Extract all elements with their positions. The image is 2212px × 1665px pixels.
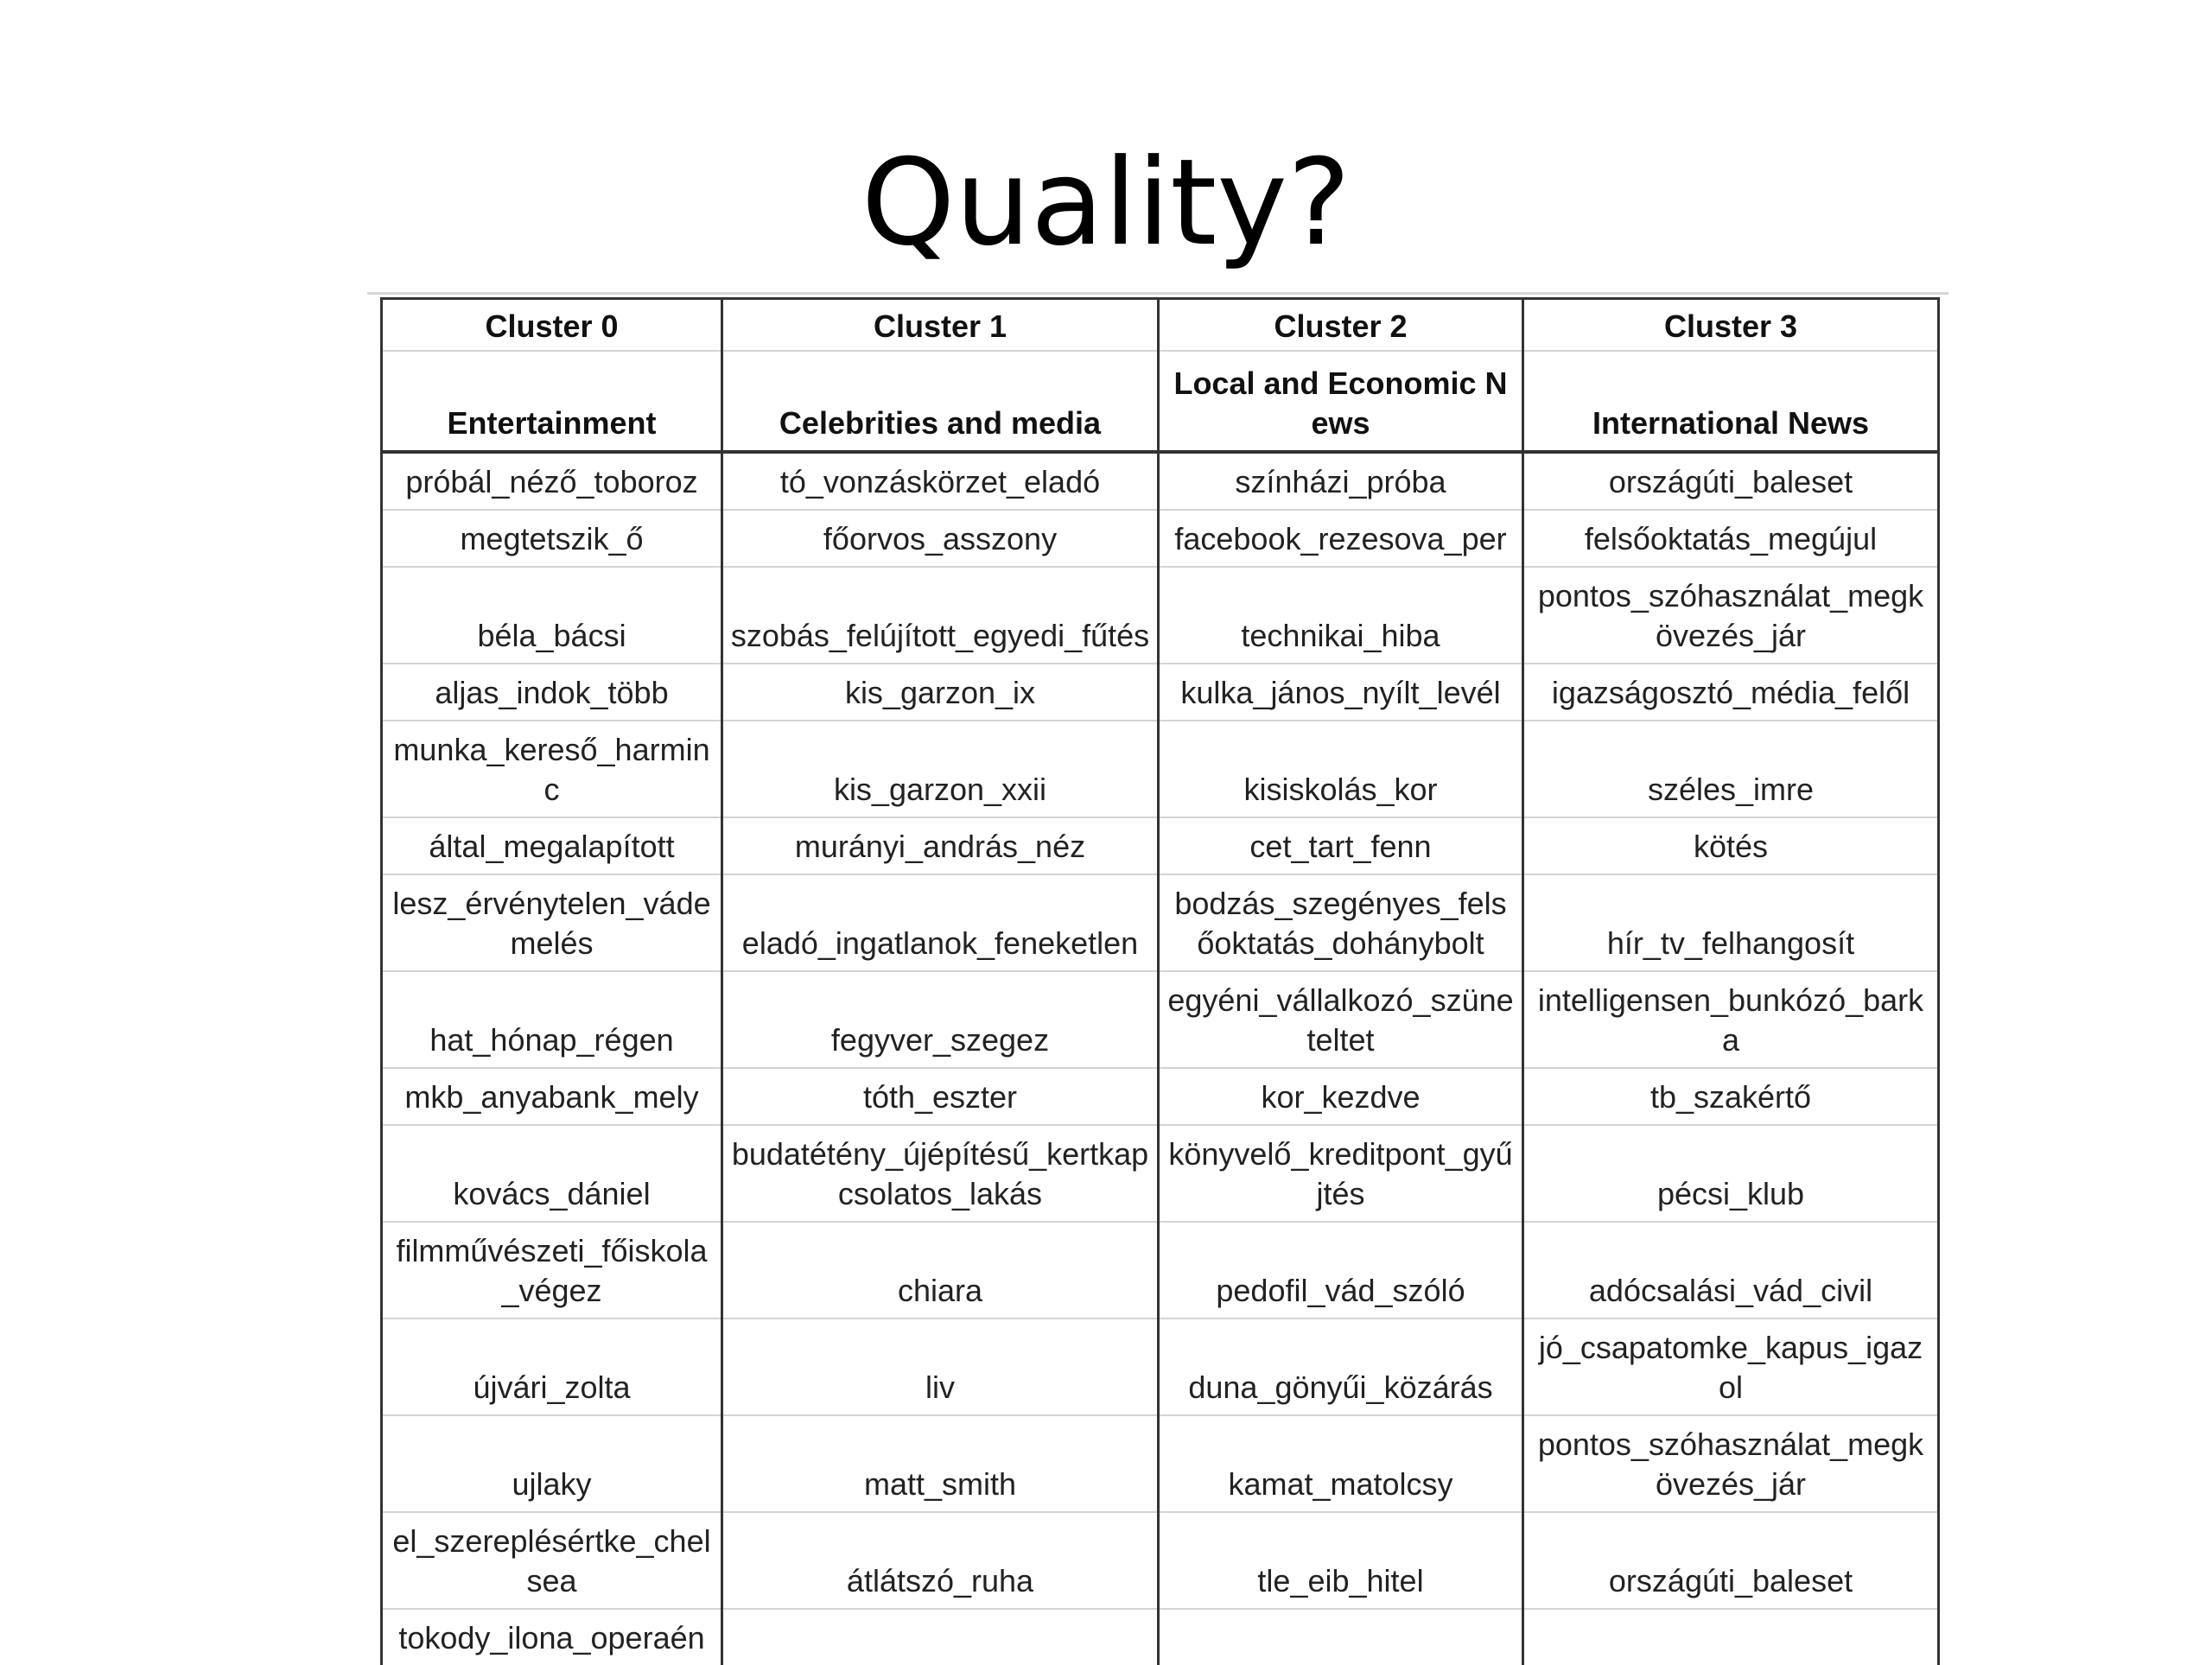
table-cell: bodzás_szegényes_felsőoktatás_dohánybolt: [1159, 874, 1523, 971]
table-row: [382, 971, 1939, 1068]
table-row: [382, 817, 1939, 874]
table-cell: széles_imre: [1523, 721, 1939, 817]
header-name-cluster-3: International News: [1523, 351, 1939, 452]
table-cell: murányi_andrás_néz: [722, 817, 1159, 874]
table-cell: kisiskolás_kor: [1159, 721, 1523, 817]
table-cell: átlátszó_ruha: [722, 1512, 1159, 1609]
table-cell: hat_hónap_régen: [382, 971, 722, 1068]
table-cell: jó_csapatomke_kapus_igazol: [1523, 1319, 1939, 1415]
header-row-cluster-numbers: [382, 299, 1939, 352]
table-cell: kor_kezdve: [1159, 1068, 1523, 1125]
table-cell: matt_smith: [722, 1415, 1159, 1512]
table-cell: cet_tart_fenn: [1159, 817, 1523, 874]
header-cluster-3: Cluster 3: [1523, 299, 1939, 352]
table-row: [382, 1125, 1939, 1222]
header-name-cluster-1: Celebrities and media: [722, 351, 1159, 452]
header-cluster-2: Cluster 2: [1159, 299, 1523, 352]
table-cell: el_szereplésértke_chelsea: [382, 1512, 722, 1609]
table-cell: szobás_felújított_egyedi_fűtés: [722, 567, 1159, 664]
header-name-cluster-0: Entertainment: [382, 351, 722, 452]
table-row: [382, 510, 1939, 567]
table-row: [382, 1319, 1939, 1415]
table-cell: mkb_anyabank_mely: [382, 1068, 722, 1125]
table-cell: igazságosztó_média_felől: [1523, 664, 1939, 721]
table-cell: által_megalapított: [382, 817, 722, 874]
table-cell: kamat_matolcsy: [1159, 1415, 1523, 1512]
table-cell: hír_tv_felhangosít: [1523, 874, 1939, 971]
header-cluster-1: Cluster 1: [722, 299, 1159, 352]
table-row: [382, 664, 1939, 721]
table-cell: [1523, 1609, 1939, 1665]
table-cell: [722, 1609, 1159, 1665]
table-cell: budatétény_újépítésű_kertkapcsolatos_lakás: [722, 1125, 1159, 1222]
table-cell: facebook_rezesova_per: [1159, 510, 1523, 567]
table-cell: munka_kereső_harminc: [382, 721, 722, 817]
table-cell: tb_szakértő: [1523, 1068, 1939, 1125]
table-top-rule: [367, 292, 1948, 295]
table-cell: [1159, 1609, 1523, 1665]
table-cell: kulka_jános_nyílt_levél: [1159, 664, 1523, 721]
table-cell: egyéni_vállalkozó_szüneteltet: [1159, 971, 1523, 1068]
table-row: [382, 1415, 1939, 1512]
table-row: [382, 874, 1939, 971]
slide-title: Quality?: [861, 133, 1351, 272]
header-name-cluster-2: Local and Economic News: [1159, 351, 1523, 452]
cluster-table: [380, 297, 1940, 1665]
header-cluster-0: Cluster 0: [382, 299, 722, 352]
table-cell: intelligensen_bunkózó_barka: [1523, 971, 1939, 1068]
table-cell: lesz_érvénytelen_vádemelés: [382, 874, 722, 971]
table-cell: duna_gönyűi_közárás: [1159, 1319, 1523, 1415]
table-cell: színházi_próba: [1159, 452, 1523, 510]
table-cell: ujlaky: [382, 1415, 722, 1512]
table-cell: pedofil_vád_szóló: [1159, 1222, 1523, 1319]
table-row: [382, 1222, 1939, 1319]
table-cell: főorvos_asszony: [722, 510, 1159, 567]
table-cell: kis_garzon_ix: [722, 664, 1159, 721]
table-cell: újvári_zolta: [382, 1319, 722, 1415]
table-cell: pontos_szóhasználat_megkövezés_jár: [1523, 1415, 1939, 1512]
table-cell: országúti_baleset: [1523, 452, 1939, 510]
table-cell: pécsi_klub: [1523, 1125, 1939, 1222]
table-cell: felsőoktatás_megújul: [1523, 510, 1939, 567]
table-row: [382, 452, 1939, 510]
table-row: [382, 1512, 1939, 1609]
table-cell: eladó_ingatlanok_feneketlen: [722, 874, 1159, 971]
table-cell: könyvelő_kreditpont_gyűjtés: [1159, 1125, 1523, 1222]
table-cell: béla_bácsi: [382, 567, 722, 664]
table-cell: tóth_eszter: [722, 1068, 1159, 1125]
table-cell: liv: [722, 1319, 1159, 1415]
table-cell: chiara: [722, 1222, 1159, 1319]
table-cell: próbál_néző_toboroz: [382, 452, 722, 510]
table-cell: pontos_szóhasználat_megkövezés_jár: [1523, 567, 1939, 664]
table-cell: kis_garzon_xxii: [722, 721, 1159, 817]
table-cell: tle_eib_hitel: [1159, 1512, 1523, 1609]
table-cell: tó_vonzáskörzet_eladó: [722, 452, 1159, 510]
table-cell: filmművészeti_főiskola_végez: [382, 1222, 722, 1319]
table-cell: kötés: [1523, 817, 1939, 874]
table-row: [382, 1068, 1939, 1125]
table-row: [382, 1609, 1939, 1665]
table-cell: tokody_ilona_operaén: [382, 1609, 722, 1665]
header-row-cluster-names: [382, 351, 1939, 452]
table-cell: aljas_indok_több: [382, 664, 722, 721]
table-row: [382, 721, 1939, 817]
table-cell: kovács_dániel: [382, 1125, 722, 1222]
table-row: [382, 567, 1939, 664]
table-cell: fegyver_szegez: [722, 971, 1159, 1068]
table-cell: technikai_hiba: [1159, 567, 1523, 664]
table-cell: adócsalási_vád_civil: [1523, 1222, 1939, 1319]
table-cell: országúti_baleset: [1523, 1512, 1939, 1609]
table-cell: megtetszik_ő: [382, 510, 722, 567]
